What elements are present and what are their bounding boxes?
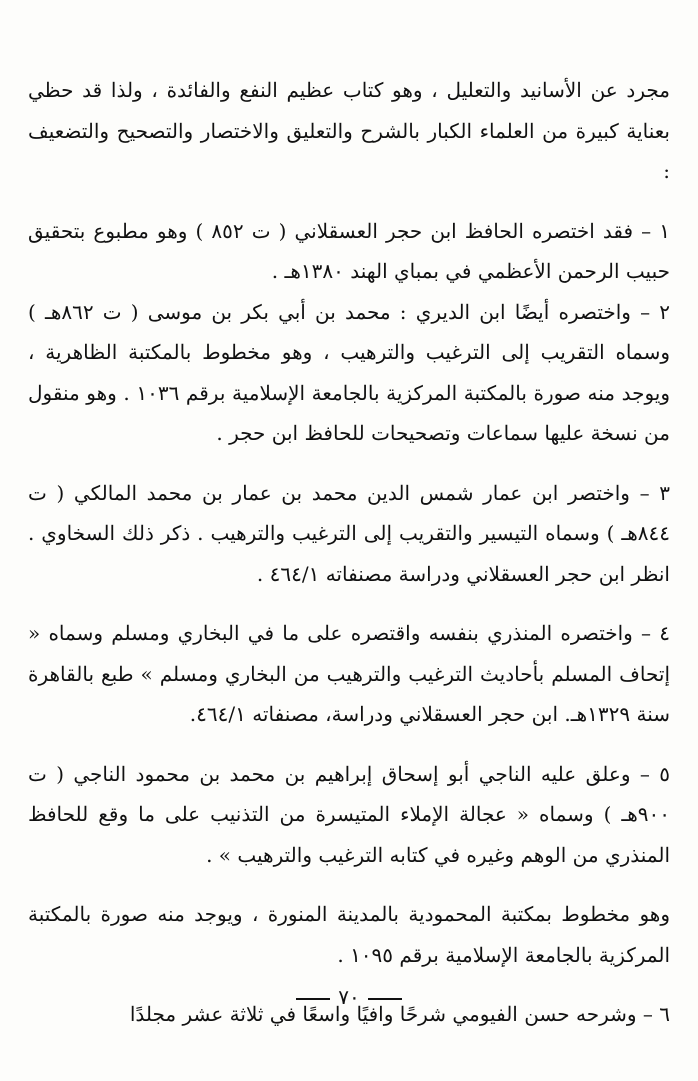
item-5-paragraph: ٥ – وعلق عليه الناجي أبو إسحاق إبراهيم بن محمد بن محمود الناجي ( ت ٩٠٠هـ ) وسماه « عجالة الإملاء المتيسرة من التذنيب على ما وقع للحافظ المنذري من الوهم وغيره في كتابه الترغيب والترهيب » . [28, 761, 670, 867]
page-body [28, 70, 670, 1035]
page-number-footer [0, 985, 698, 1009]
right-dash [296, 998, 330, 1000]
item-1-paragraph: ١ – فقد اختصره الحافظ ابن حجر العسقلاني ( ت ٨٥٢ ) وهو مطبوع بتحقيق حبيب الرحمن الأعظمي في بمباي الهند ١٣٨٠هـ . [28, 218, 670, 283]
item-5-continuation-paragraph: وهو مخطوط بمكتبة المحمودية بالمدينة المنورة ، ويوجد منه صورة بالمكتبة المركزية بالجامعة الإسلامية برقم ١٠٩٥ . [28, 902, 671, 967]
item-4-paragraph: ٤ – واختصره المنذري بنفسه واقتصره على ما في البخاري ومسلم وسماه « إتحاف المسلم بأحاديث الترغيب والترهيب من البخاري ومسلم » طبع بالقاهرة سنة ١٣٢٩هـ. ابن حجر العسقلاني ودراسة، مصنفاته ٤٦٤/١. [28, 621, 670, 726]
intro-paragraph: مجرد عن الأسانيد والتعليل ، وهو كتاب عظيم النفع والفائدة ، ولذا قد حظي بعناية كبيرة من العلماء الكبار بالشرح والتعليق والاختصار والتصحيح والتضعيف : [28, 78, 670, 183]
item-6-paragraph: ٦ – وشرحه حسن الفيومي شرحًا وافيًا واسعًا في ثلاثة عشر مجلدًا [129, 1002, 670, 1026]
page-number: ٧٠ [338, 985, 360, 1009]
left-dash [368, 998, 402, 1000]
item-3-paragraph: ٣ – واختصر ابن عمار شمس الدين محمد بن عمار بن محمد المالكي ( ت ٨٤٤هـ ) وسماه التيسير والتقريب إلى الترغيب والترهيب . ذكر ذلك السخاوي . انظر ابن حجر العسقلاني ودراسة مصنفاته ٤٦٤/١ . [28, 480, 670, 586]
item-2-paragraph: ٢ – واختصره أيضًا ابن الديري : محمد بن أبي بكر بن موسى ( ت ٨٦٢هـ ) وسماه التقريب إلى الترغيب والترهيب ، وهو مخطوط بالمكتبة الظاهرية ، ويوجد منه صورة بالمكتبة المركزية بالجامعة الإسلامية برقم ١٠٣٦ . وهو منقول من نسخة عليها سماعات وتصحيحات للحافظ ابن حجر . [28, 299, 671, 445]
